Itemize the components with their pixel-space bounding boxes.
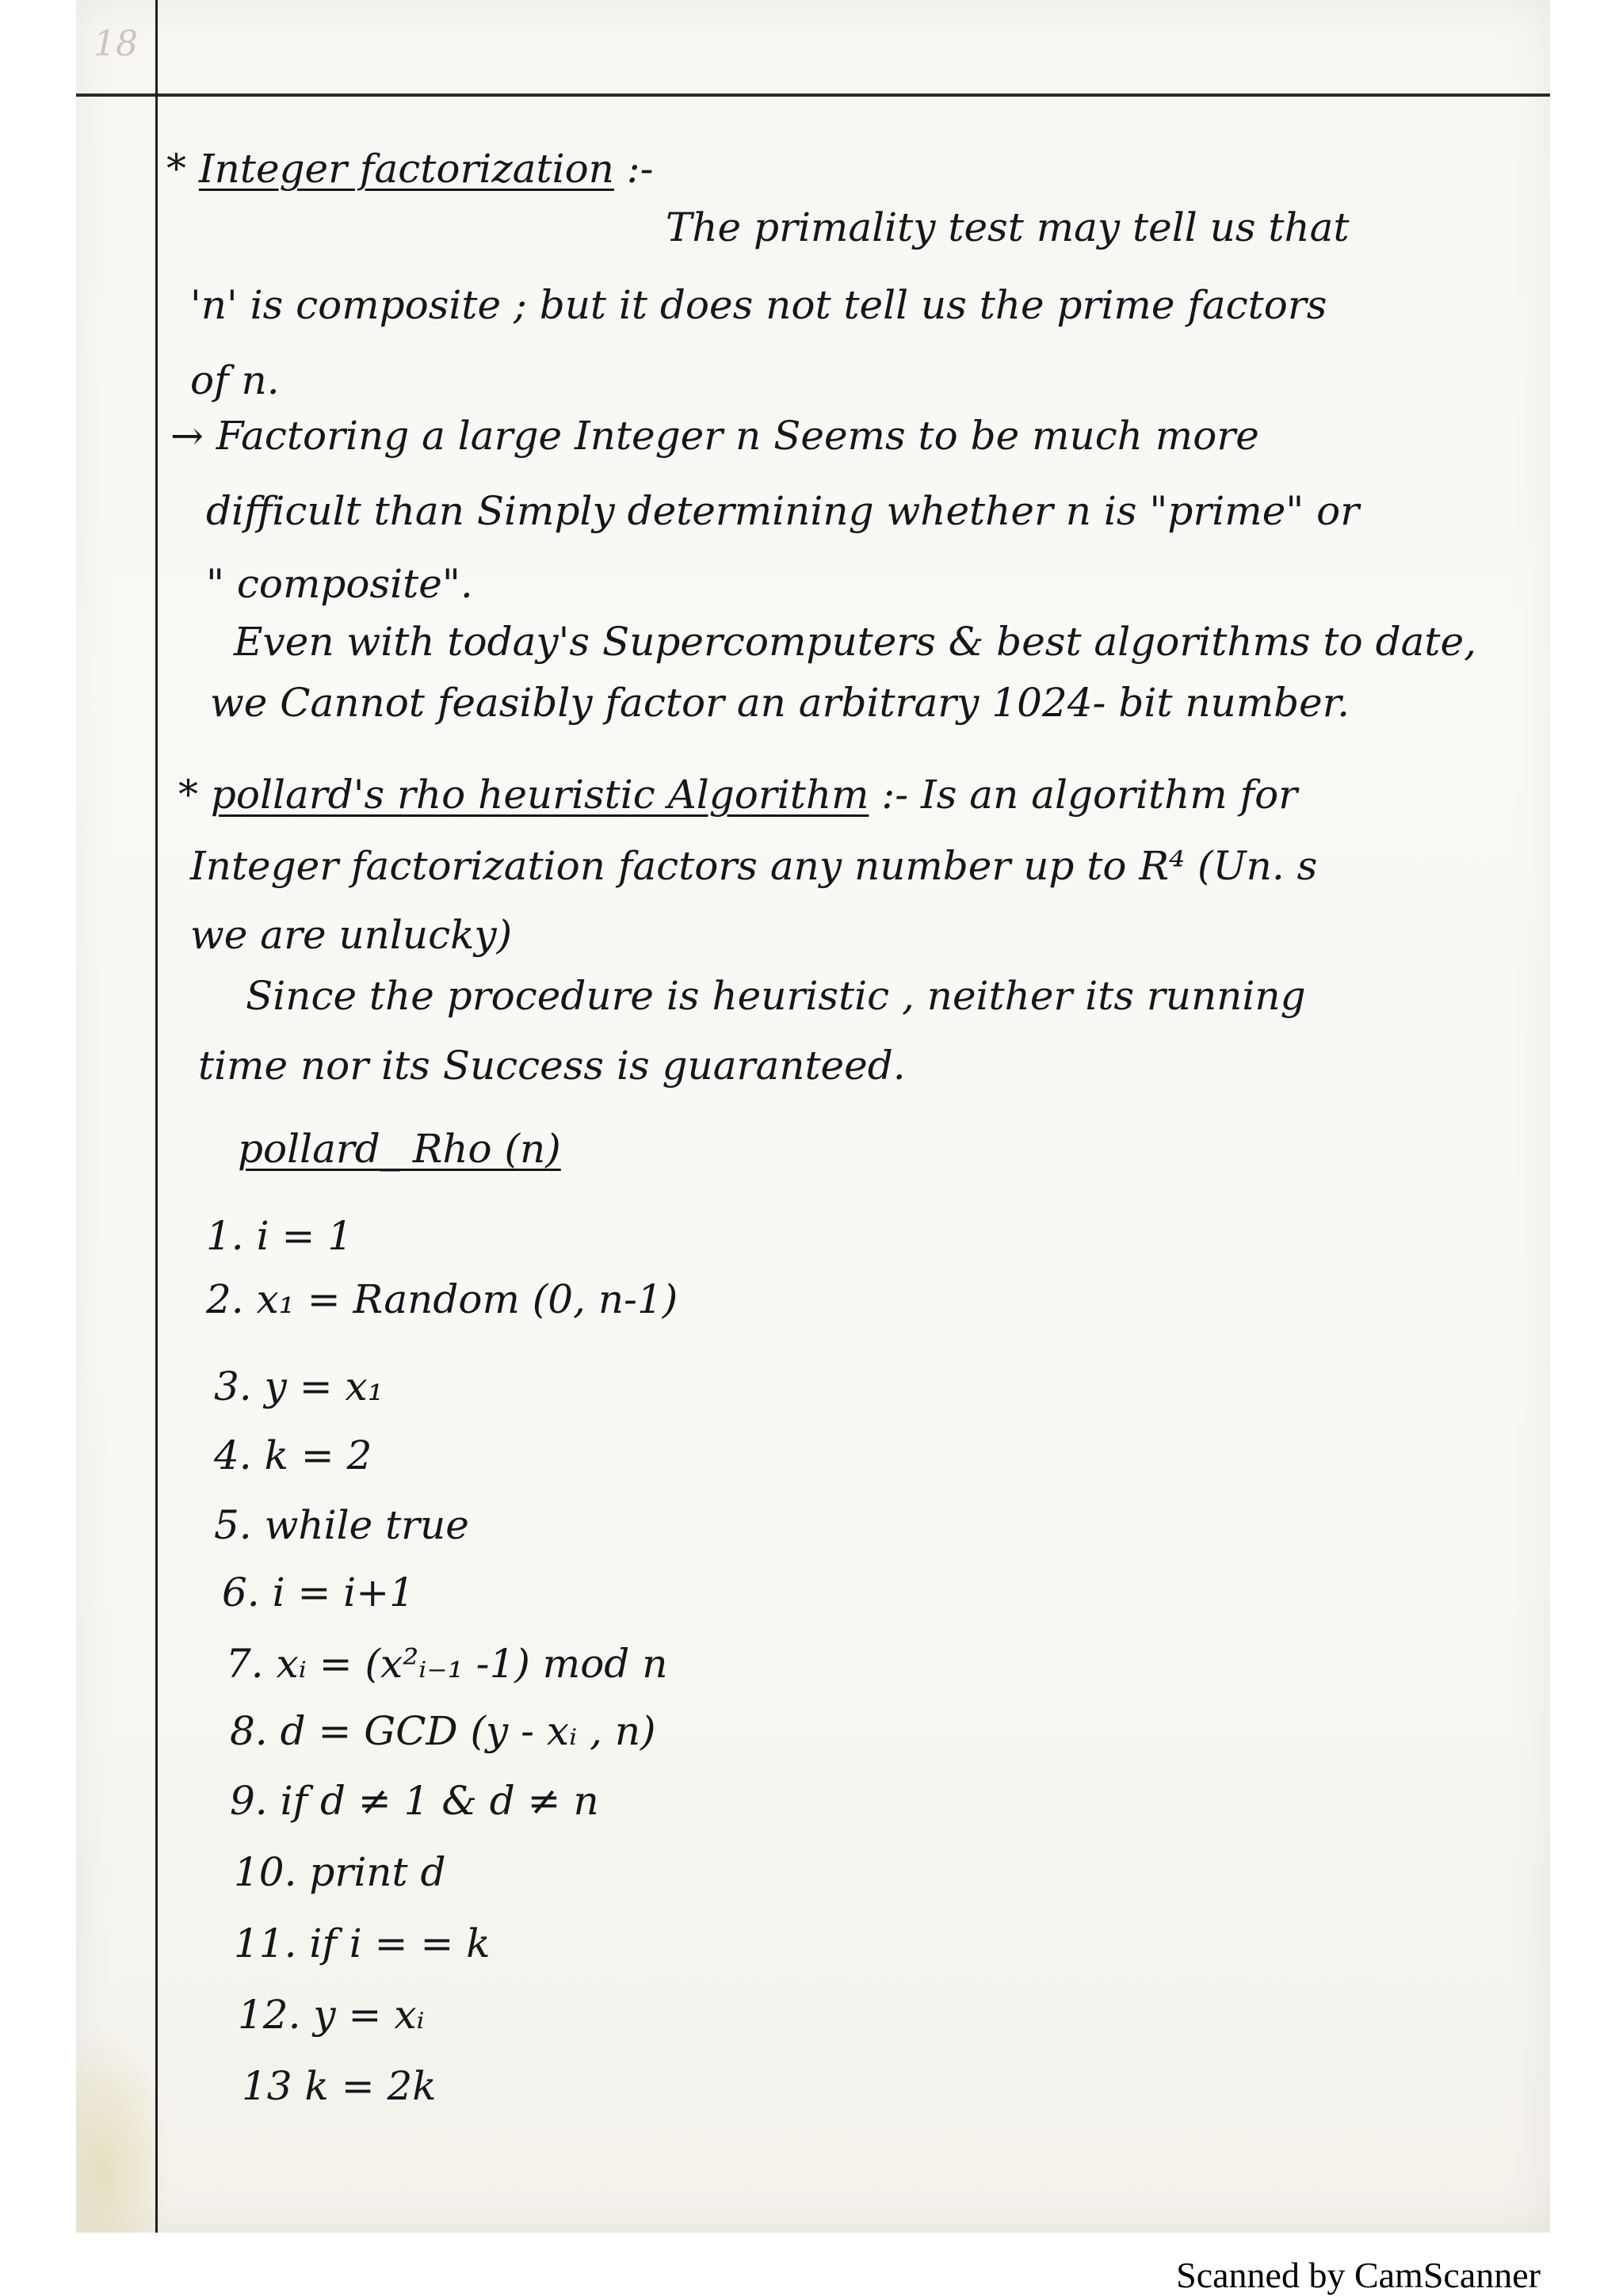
- pollard-title: pollard's rho heuristic Algorithm: [210, 772, 869, 818]
- intro-line-3: of n.: [190, 357, 280, 403]
- pollard-note-line-1: Since the procedure is heuristic , neither its running: [246, 973, 1306, 1019]
- notebook-page: [76, 0, 1550, 2233]
- step-2: 2. x₁ = Random (0, n-1): [206, 1276, 678, 1322]
- heading: [166, 146, 654, 192]
- step-7: 7. xᵢ = (x²ᵢ₋₁ -1) mod n: [226, 1641, 668, 1687]
- step-6: 6. i = i+1: [222, 1569, 414, 1615]
- scanner-watermark: Scanned by CamScanner: [1176, 2255, 1541, 2295]
- procedure-title: pollard_ Rho (n): [238, 1126, 561, 1172]
- step-10: 10. print d: [234, 1849, 446, 1895]
- pollard-rest: :- Is an algorithm for: [881, 772, 1298, 818]
- top-rule-line: [76, 93, 1550, 97]
- point1-line-3: " composite".: [206, 561, 473, 607]
- point1-line-2: difficult than Simply determining whether n is "prime" or: [206, 488, 1360, 534]
- point2-line-2: we Cannot feasibly factor an arbitrary 1024- bit number.: [210, 680, 1350, 726]
- step-9: 9. if d ≠ 1 & d ≠ n: [230, 1778, 599, 1824]
- step-4: 4. k = 2: [214, 1432, 372, 1478]
- point2-line-1: Even with today's Supercomputers & best algorithms to date,: [234, 619, 1476, 665]
- step-1: 1. i = 1: [206, 1213, 353, 1259]
- step-11: 11. if i = = k: [234, 1920, 491, 1966]
- step-12: 12. y = xᵢ: [238, 1992, 425, 2038]
- point1-line-1: → Factoring a large Integer n Seems to be much more: [170, 413, 1259, 459]
- intro-line-2: 'n' is composite ; but it does not tell us the prime factors: [190, 282, 1327, 328]
- pollard-line-1: Integer factorization factors any number up to R⁴ (Un. s: [190, 843, 1318, 889]
- intro-line-1: The primality test may tell us that: [666, 204, 1350, 250]
- heading-suffix: :-: [626, 146, 654, 192]
- step-13: 13 k = 2k: [242, 2063, 437, 2109]
- pollard-note-line-2: time nor its Success is guaranteed.: [198, 1043, 906, 1089]
- step-5: 5. while true: [214, 1502, 469, 1548]
- heading-star: *: [166, 146, 186, 192]
- margin-rule-line: [155, 0, 158, 2233]
- pollard-line-2: we are unlucky): [190, 912, 513, 958]
- step-8: 8. d = GCD (y - xᵢ , n): [230, 1708, 656, 1754]
- page-number: 18: [94, 24, 138, 64]
- heading-title: Integer factorization: [198, 146, 614, 192]
- pollard-star: *: [178, 772, 198, 818]
- step-3: 3. y = x₁: [214, 1363, 384, 1409]
- pollard-heading: [178, 772, 1298, 818]
